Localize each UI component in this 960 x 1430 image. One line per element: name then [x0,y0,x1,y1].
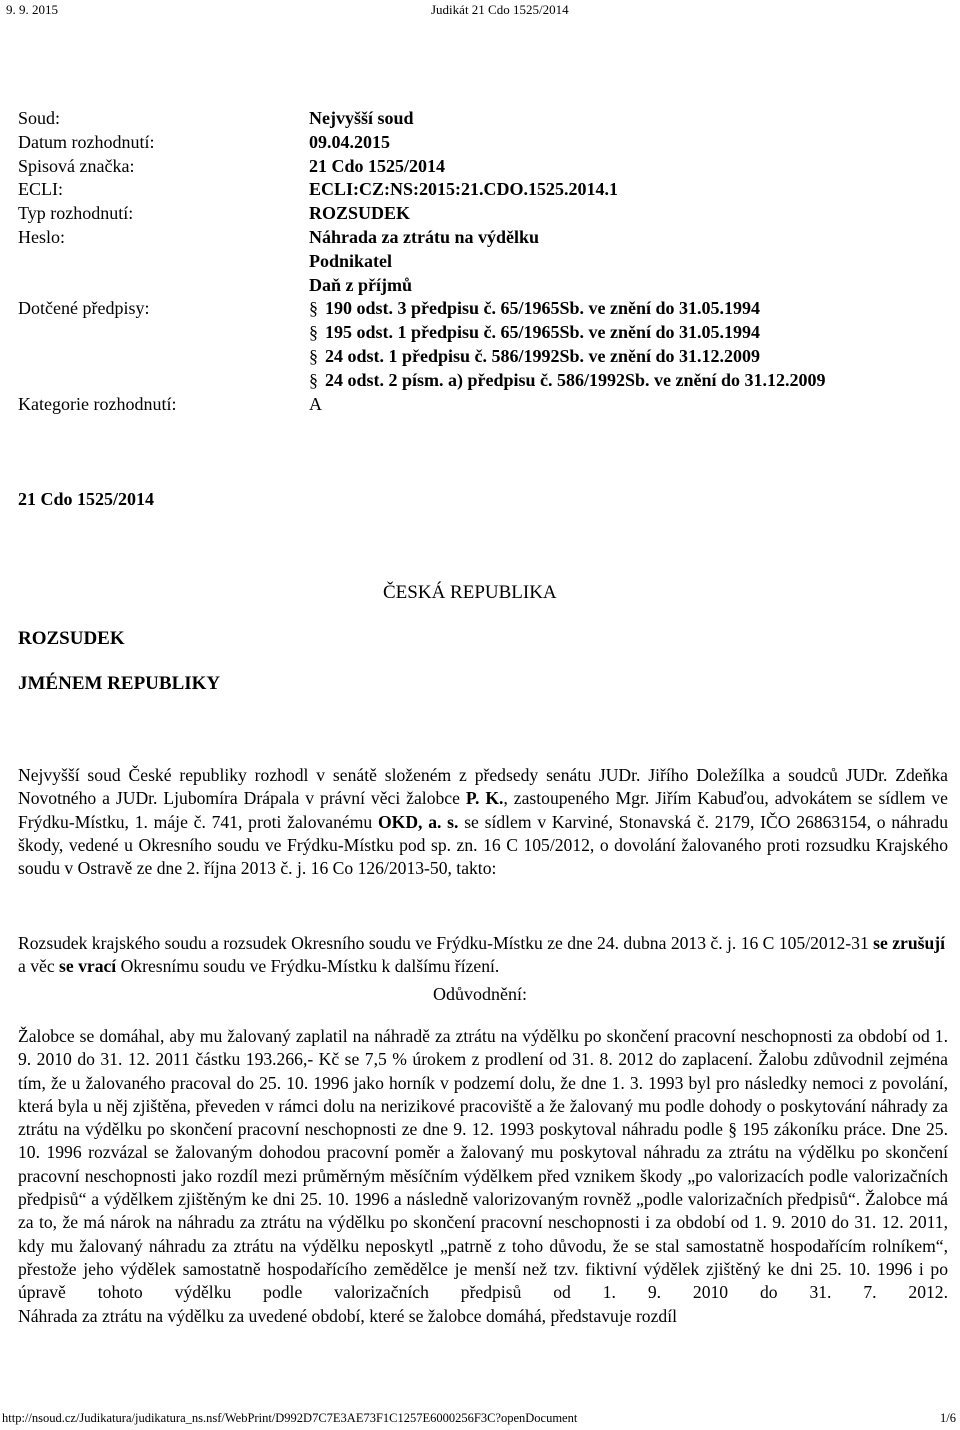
ruling-text-3: Okresnímu soudu ve Frýdku-Místku k dalšímu řízení. [116,956,500,977]
court-label: Soud: [18,108,61,128]
section-sign-icon: § [309,322,318,343]
meta-row-court [18,107,948,131]
reasons-text-main [18,1025,948,1305]
regulation-item [309,345,948,369]
keyword-item: Náhrada za ztrátu na výdělku [309,226,540,247]
meta-row-category [18,393,948,417]
print-date: 9. 9. 2015 [6,2,58,17]
print-header [0,0,960,20]
type-label: Typ rozhodnutí: [18,203,134,224]
meta-row-date [18,131,948,155]
metadata-table [18,107,948,416]
type-value: ROZSUDEK [309,203,411,224]
keyword-item: Podnikatel [309,250,393,271]
regulation-text: 195 odst. 1 předpisu č. 65/1965Sb. ve znění do 31.05.1994 [325,322,761,343]
regulation-text: 190 odst. 3 předpisu č. 65/1965Sb. ve znění do 31.05.1994 [325,298,761,319]
meta-row-regulations [18,297,948,392]
reasons-text-2: 195 zákoníku práce. Dne 25. 10. 1996 rozvázal se žalovaným dohodou pracovní poměr a žalovaný mu poskytoval náhradu za ztrátu na výdělku po skončení pracovní neschopnosti jako rozdíl mezi průměrným měsíčním výdělkem před vznikem škody „po valorizacích podle valorizačních předpisů“ a výdělkem zjištěným ke dni 25. 10. 1996 a následně valorizovaným rovněž „podle valorizačních předpisů“. Žalobce má za to, že má nárok na náhradu za ztrátu na výdělku po skončení pracovní neschopnosti i za období od 1. 9. 2010 do 31. 12. 2011, kdy mu žalovaný náhradu za ztrátu na výdělku neposkytl „patrně z toho důvodu, že se stal samostatně hospodařícím rolníkem“, přestože jeho výdělek samostatně hospodařícího zemědělce je menší než tzv. fiktivní výdělek zjištěný ke dni 25. 10. 1996 i po úpravě tohoto výdělku podle valorizačních předpisů od 1. 9. 2010 do 31. 7. 2012. [18,1119,948,1303]
regulations-label: Dotčené předpisy: [18,298,150,319]
ecli-label: ECLI: [18,179,63,200]
ruling-paragraph [18,932,948,979]
regulation-item [309,297,948,321]
ruling-annulled: se zrušují [873,933,945,953]
file-label: Spisová značka: [18,155,135,176]
regulation-text: 24 odst. 2 písm. a) předpisu č. 586/1992Sb. ve znění do 31.12.2009 [325,369,826,390]
section-sign-icon: § [309,345,318,366]
keywords-label: Heslo: [18,226,65,247]
reasons-paragraph [18,1025,948,1328]
ruling-returned: se vrací [59,956,117,977]
source-url: http://nsoud.cz/Judikatura/judikatura_ns.nsf/WebPrint/D992D7C7E3AE73F1C1257E6000256F3C?openDocument [2,1411,578,1425]
reasons-text-last: Náhrada za ztrátu na výdělku za uvedené období, které se žalobce domáhá, představuje rozdíl [18,1305,677,1326]
plaintiff-name: P. K. [465,788,504,809]
defendant-name: OKD, a. s. [377,811,459,832]
date-label: Datum rozhodnutí: [18,131,155,152]
regulations-list [309,297,948,392]
section-sign-icon: § [309,369,318,390]
reasons-heading: Odůvodnění: [433,984,527,1004]
intro-text-3: se sídlem v Karviné, Stonavská č. 2179, IČO 26863154, o náhradu škody, vedené u Okresního soudu ve Frýdku-Místku pod sp. zn. 16 C 105/2012, o dovolání žalovaného proti rozsudku Krajského soudu v Ostravě ze dne 2. října 2013 č. j. 16 Co 126/2013-50, takto: [18,811,949,879]
category-value: A [309,393,322,414]
section-sign-icon: § [728,1119,737,1140]
meta-row-ecli [18,178,948,202]
in-name-of-republic: JMÉNEM REPUBLIKY [18,673,221,694]
file-value: 21 Cdo 1525/2014 [309,155,446,176]
ruling-text-2: a věc [18,956,60,977]
regulation-item [309,321,948,345]
regulation-item [309,369,948,393]
ecli-value: ECLI:CZ:NS:2015:21.CDO.1525.2014.1 [309,179,619,200]
court-value: Nejvyšší soud [309,108,414,128]
print-footer [0,1409,960,1427]
category-label: Kategorie rozhodnutí: [18,393,177,414]
regulation-text: 24 odst. 1 předpisu č. 586/1992Sb. ve znění do 31.12.2009 [325,345,761,366]
keyword-item: Daň z příjmů [309,274,412,295]
intro-text-1: Nejvyšší soud České republiky rozhodl v senátě složeném z předsedy senátu JUDr. Jiřího Doležílka a soudců JUDr. Zdeňka Novotného a JUDr. Ljubomíra Drápala v právní věci žalobce [18,765,948,809]
verdict-heading: ROZSUDEK [18,628,125,649]
date-value: 09.04.2015 [309,131,390,152]
meta-row-keywords [18,226,948,297]
intro-paragraph [18,764,948,880]
meta-row-file [18,155,948,179]
ruling-text-1: Rozsudek krajského soudu a rozsudek Okresního soudu ve Frýdku-Místku ze dne 24. dubna 2013 č. j. 16 C 105/2012-31 [18,933,874,953]
meta-row-type [18,202,948,226]
keywords-list [309,226,948,297]
section-sign-icon: § [309,298,318,319]
document-number: 21 Cdo 1525/2014 [18,489,155,509]
print-title: Judikát 21 Cdo 1525/2014 [431,2,569,17]
republic-heading: ČESKÁ REPUBLIKA [383,582,557,603]
reasons-text-1: Žalobce se domáhal, aby mu žalovaný zaplatil na náhradě za ztrátu na výdělku po skončení pracovní neschopnosti za období od 1. 9. 2010 do 31. 12. 2011 částku 193.266,- Kč se 7,5 % úrokem z prodlení od 31. 8. 2012 do zaplacení. Žalobu zdůvodnil zejména tím, že u žalovaného pracoval do 25. 10. 1996 jako horník v podzemí dolu, že dne 1. 3. 1993 byl pro následky nemoci z povolání, která byla u něj zjištěna, převeden v rámci dolu na nerizikové pracoviště a že žalovaný mu podle dohody o poskytování náhrady za ztrátu na výdělku po skončení pracovní neschopnosti ze dne 9. 12. 1993 poskytoval náhradu podle [18,1026,948,1140]
page-number: 1/6 [940,1411,956,1425]
intro-text-2: , zastoupeného Mgr. Jiřím Kabuďou, advokátem se sídlem ve Frýdku-Místku, 1. máje č. 741, proti žalovanému [18,788,948,832]
